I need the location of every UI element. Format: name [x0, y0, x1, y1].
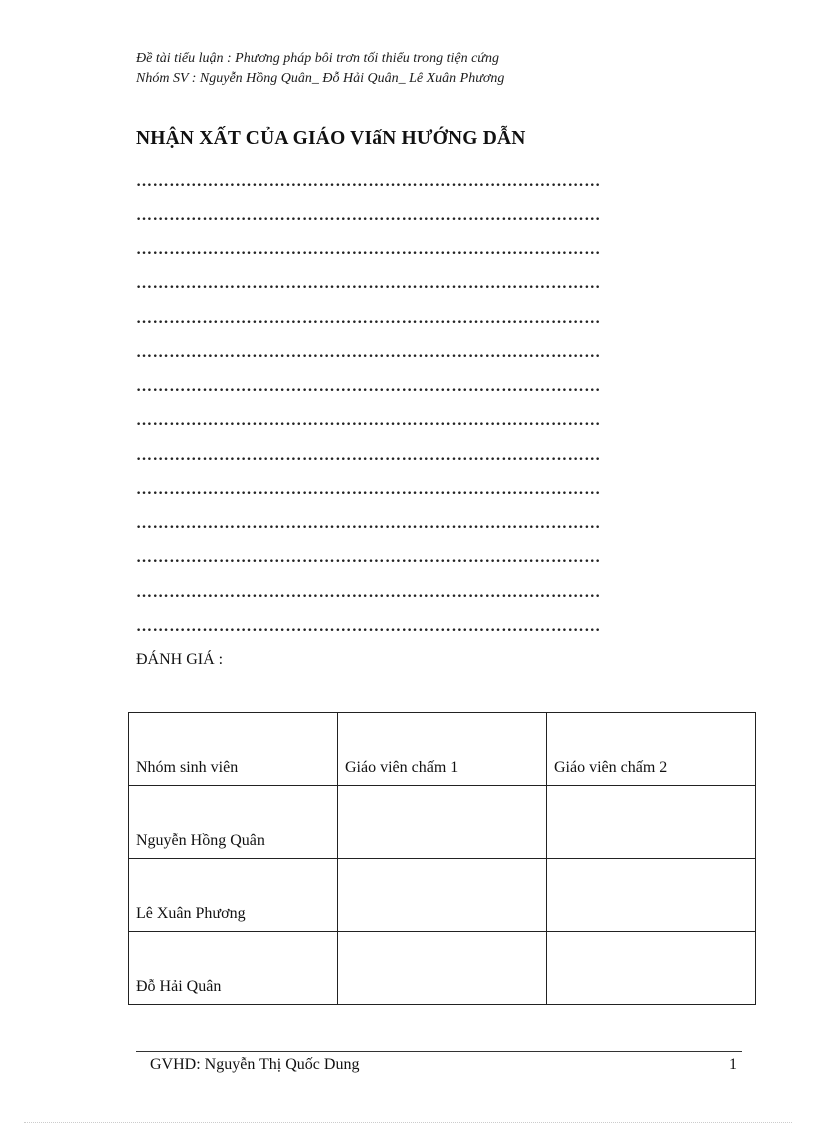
review-dot-line: ………………………………………………………………………… [136, 585, 601, 601]
header-group: Nhóm SV : Nguyễn Hồng Quân_ Đỗ Hải Quân_ Lê Xuân Phương [136, 71, 505, 86]
review-dot-line: ………………………………………………………………………… [136, 345, 601, 361]
evaluation-label: ĐÁNH GIÁ : [136, 651, 224, 668]
review-dot-line: ………………………………………………………………………… [136, 311, 601, 327]
review-dot-line: ………………………………………………………………………… [136, 550, 601, 566]
grade-cell[interactable] [338, 932, 547, 1005]
review-dot-line: ………………………………………………………………………… [136, 482, 601, 498]
review-dot-line: ………………………………………………………………………… [136, 276, 601, 292]
header-cell-teacher-1: Giáo viên chấm 1 [338, 713, 547, 786]
review-dot-line: ………………………………………………………………………… [136, 619, 601, 635]
review-dot-line: ………………………………………………………………………… [136, 413, 601, 429]
table-row [129, 859, 756, 932]
review-dot-line: ………………………………………………………………………… [136, 208, 601, 224]
student-name-cell: Đỗ Hải Quân [129, 932, 338, 1005]
review-dot-line: ………………………………………………………………………… [136, 448, 601, 464]
grade-cell[interactable] [338, 786, 547, 859]
footer-divider [136, 1051, 742, 1052]
grade-cell[interactable] [547, 859, 756, 932]
review-dot-line: ………………………………………………………………………… [136, 379, 601, 395]
evaluation-table [128, 712, 756, 1005]
header-cell-teacher-2: Giáo viên chấm 2 [547, 713, 756, 786]
grade-cell[interactable] [338, 859, 547, 932]
review-title: NHẬN XẤT CỦA GIÁO VIấN HƯỚNG DẪN [136, 128, 526, 149]
header-cell-group: Nhóm sinh viên [129, 713, 338, 786]
table-row [129, 932, 756, 1005]
grade-cell[interactable] [547, 786, 756, 859]
grade-cell[interactable] [547, 932, 756, 1005]
table-header-row [129, 713, 756, 786]
review-dot-line: ………………………………………………………………………… [136, 242, 601, 258]
review-dot-line: ………………………………………………………………………… [136, 516, 601, 532]
header-topic: Đề tài tiểu luận : Phương pháp bôi trơn tối thiểu trong tiện cứng [136, 51, 499, 66]
review-dot-line: ………………………………………………………………………… [136, 174, 601, 190]
footer-advisor: GVHD: Nguyễn Thị Quốc Dung [150, 1056, 360, 1073]
table-row [129, 786, 756, 859]
page-number: 1 [729, 1056, 737, 1073]
student-name-cell: Lê Xuân Phương [129, 859, 338, 932]
student-name-cell: Nguyễn Hồng Quân [129, 786, 338, 859]
